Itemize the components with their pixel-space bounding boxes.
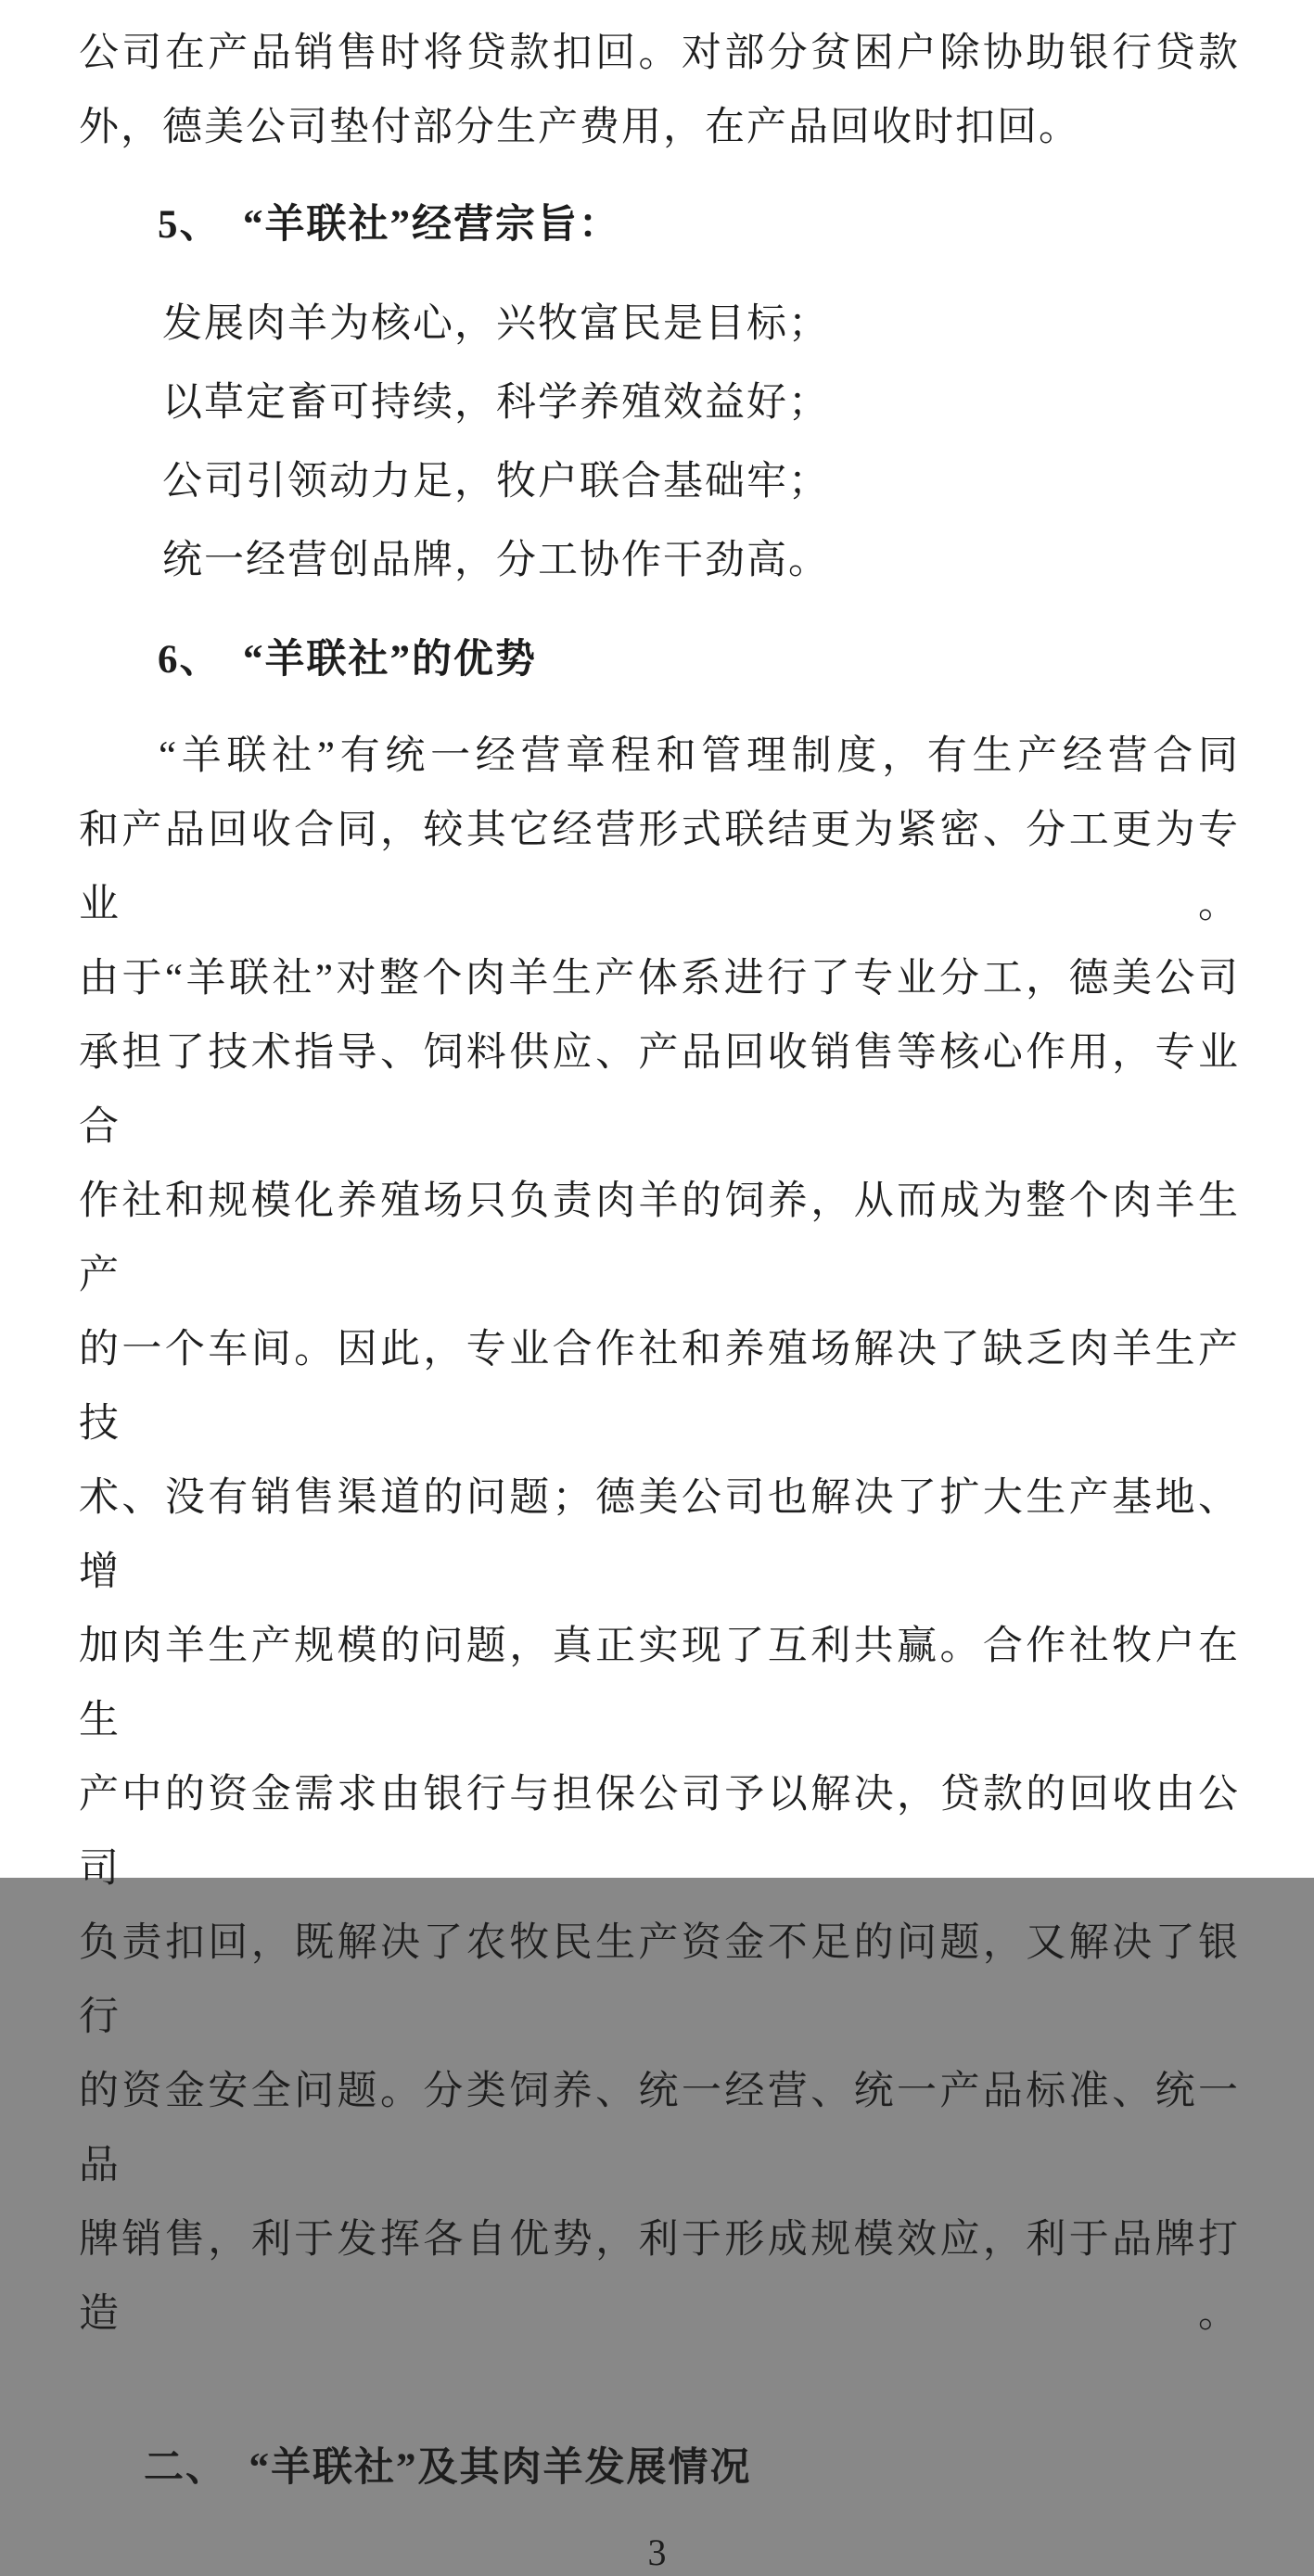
body-indent-line-8: “羊联社”有统一经营章程和管理制度，有生产经营合同 xyxy=(159,734,1240,778)
body-line-15: 加肉羊生产规模的问题，真正实现了互利共赢。合作社牧户在生 xyxy=(79,1625,1240,1742)
heading-line-2: 5、 “羊联社”经营宗旨： xyxy=(158,203,620,247)
heading-line-7: 6、 “羊联社”的优势 xyxy=(158,638,537,682)
body-line-18: 的资金安全问题。分类饲养、统一经营、统一产品标准、统一品 xyxy=(79,2070,1240,2187)
body-line-9: 和产品回收合同，较其它经营形式联结更为紧密、分工更为专业。 xyxy=(79,809,1240,926)
verse-line-6: 统一经营创品牌，分工协作干劲高。 xyxy=(162,539,830,582)
body-line-13: 的一个车间。因此，专业合作社和养殖场解决了缺乏肉羊生产技 xyxy=(79,1328,1240,1446)
body-line-14: 术、没有销售渠道的问题；德美公司也解决了扩大生产基地、增 xyxy=(79,1476,1240,1594)
verse-line-4: 以草定畜可持续，科学养殖效益好； xyxy=(162,381,830,425)
verse-line-3: 发展肉羊为核心，兴牧富民是目标； xyxy=(162,302,830,346)
page-number: 3 xyxy=(647,2531,667,2573)
body-line-0: 公司在产品销售时将贷款扣回。对部分贫困户除协助银行贷款 xyxy=(79,32,1240,75)
section-line-20: 二、 “羊联社”及其肉羊发展情况 xyxy=(144,2446,752,2490)
body-line-11: 承担了技术指导、饲料供应、产品回收销售等核心作用，专业合 xyxy=(79,1031,1240,1149)
body-end-line-1: 外，德美公司垫付部分生产费用，在产品回收时扣回。 xyxy=(79,106,1080,149)
body-line-17: 负责扣回，既解决了农牧民生产资金不足的问题，又解决了银行 xyxy=(79,1921,1240,2039)
body-line-12: 作社和规模化养殖场只负责肉羊的饲养，从而成为整个肉羊生产 xyxy=(79,1180,1240,1297)
body-line-10: 由于“羊联社”对整个肉羊生产体系进行了专业分工，德美公司 xyxy=(79,957,1240,1001)
body-line-19: 牌销售，利于发挥各自优势，利于形成规模效应，利于品牌打造。 xyxy=(79,2218,1240,2336)
verse-line-5: 公司引领动力足，牧户联合基础牢； xyxy=(162,460,830,504)
body-line-16: 产中的资金需求由银行与担保公司予以解决，贷款的回收由公司 xyxy=(79,1773,1240,1891)
